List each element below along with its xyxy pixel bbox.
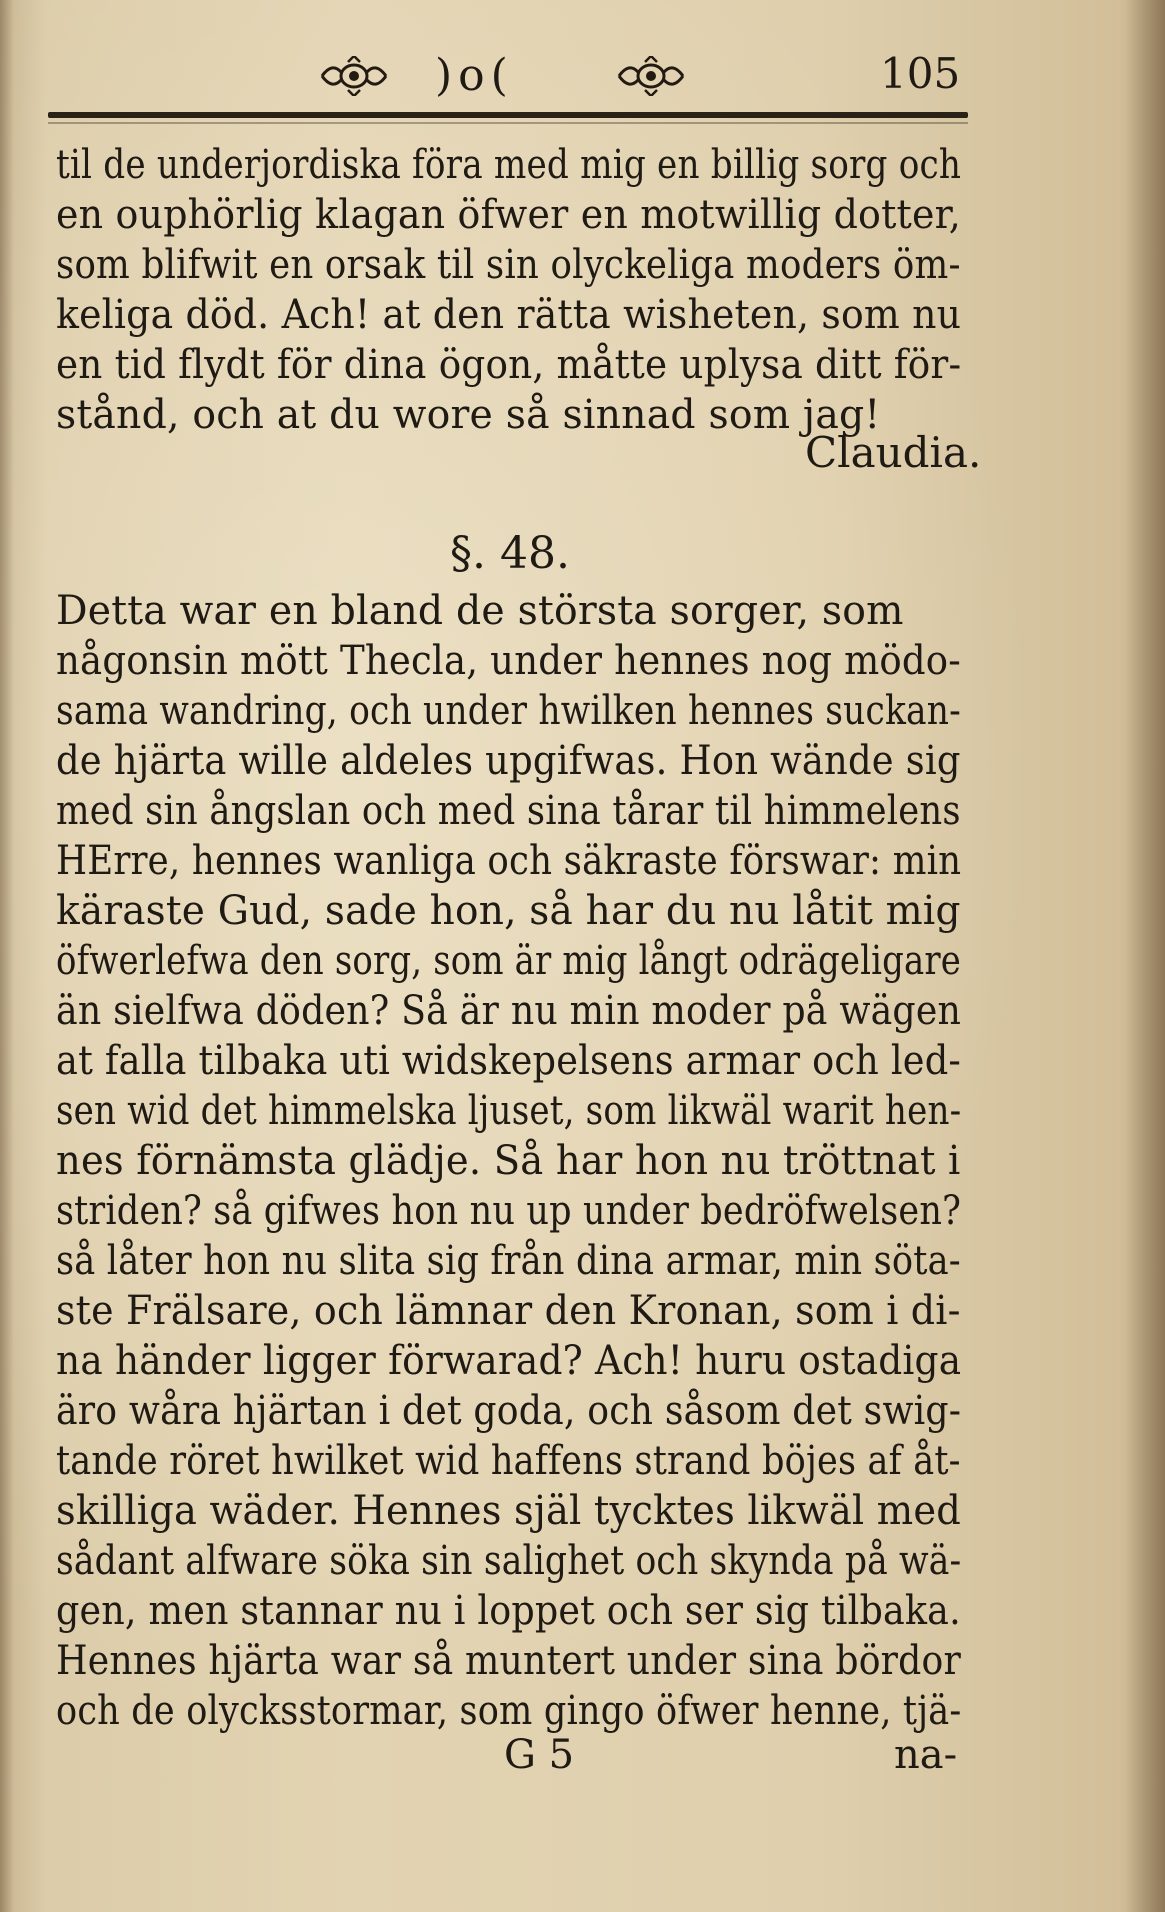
section-heading: §. 48. (450, 528, 570, 579)
text-line: och de olycksstormar, som gingo öfwer henne, tjä- (56, 1688, 962, 1734)
text-line: med sin ångslan och med sina tårar til himmelens (56, 788, 961, 834)
text-line: til de underjordiska föra med mig en billig sorg och (56, 142, 962, 188)
text-line: Detta war en bland de största sorger, som (56, 588, 904, 634)
section-text (56, 586, 976, 1736)
text-line: skilliga wäder. Hennes själ tycktes likwäl med (56, 1488, 962, 1534)
text-line: de hjärta wille aldeles upgifwas. Hon wände sig (56, 738, 961, 784)
text-line: HErre, hennes wanliga och säkraste förswar: min (56, 838, 962, 884)
text-line: striden? så gifwes hon nu up under bedröfwelsen? (56, 1188, 962, 1234)
page-edge-shadow (0, 0, 14, 1912)
text-line: så låter hon nu slita sig från dina armar, min söta- (56, 1238, 961, 1284)
text-line: öfwerlefwa den sorg, som är mig långt odrägeligare (56, 938, 962, 984)
running-header (60, 44, 980, 114)
text-line: na händer ligger förwarad? Ach! huru ostadiga (56, 1338, 962, 1384)
text-line: äro wåra hjärtan i det goda, och såsom det swig- (56, 1388, 962, 1434)
text-line: at falla tilbaka uti widskepelsens armar och led- (56, 1038, 961, 1084)
fleuron-icon (615, 56, 687, 96)
text-line: Hennes hjärta war så muntert under sina bördor (56, 1638, 961, 1684)
letter-end-text (56, 140, 976, 440)
text-line: sama wandring, och under hwilken hennes suckan- (56, 688, 961, 734)
text-line: gen, men stannar nu i loppet och ser sig tilbaka. (56, 1588, 961, 1634)
letter-signature: Claudia. (805, 428, 982, 477)
text-line: tande röret hwilket wid haffens strand böjes af åt- (56, 1438, 961, 1484)
text-line: någonsin mött Thecla, under hennes nog mödo- (56, 638, 962, 684)
gutter-shadow (1125, 0, 1165, 1912)
text-line: en tid flydt för dina ögon, måtte uplysa ditt för- (56, 342, 962, 388)
catchword: na- (894, 1732, 958, 1778)
text-line: keliga död. Ach! at den rätta wisheten, som nu (56, 292, 962, 338)
text-line: sådant alfware söka sin salighet och skynda på wä- (56, 1538, 962, 1584)
text-line: som blifwit en orsak til sin olyckeliga moders öm- (56, 242, 961, 288)
text-line: en ouphörlig klagan öfwer en motwillig dotter, (56, 192, 962, 238)
signature-mark: G 5 (504, 1732, 575, 1778)
text-line: ste Frälsare, och lämnar den Kronan, som i di- (56, 1288, 961, 1334)
text-line: stånd, och at du wore så sinnad som jag! (56, 392, 881, 438)
text-line: sen wid det himmelska ljuset, som likwäl warit hen- (56, 1088, 962, 1134)
page-footer (56, 1730, 976, 1786)
text-line: käraste Gud, sade hon, så har du nu låtit mig (56, 888, 961, 934)
text-line: nes förnämsta glädje. Så har hon nu tröttnat i (56, 1138, 961, 1184)
fleuron-icon (318, 56, 390, 96)
page-number: 105 (880, 49, 961, 98)
running-mark: )o( (435, 50, 514, 101)
header-rule (48, 112, 968, 118)
text-line: än sielfwa döden? Så är nu min moder på wägen (56, 988, 962, 1034)
